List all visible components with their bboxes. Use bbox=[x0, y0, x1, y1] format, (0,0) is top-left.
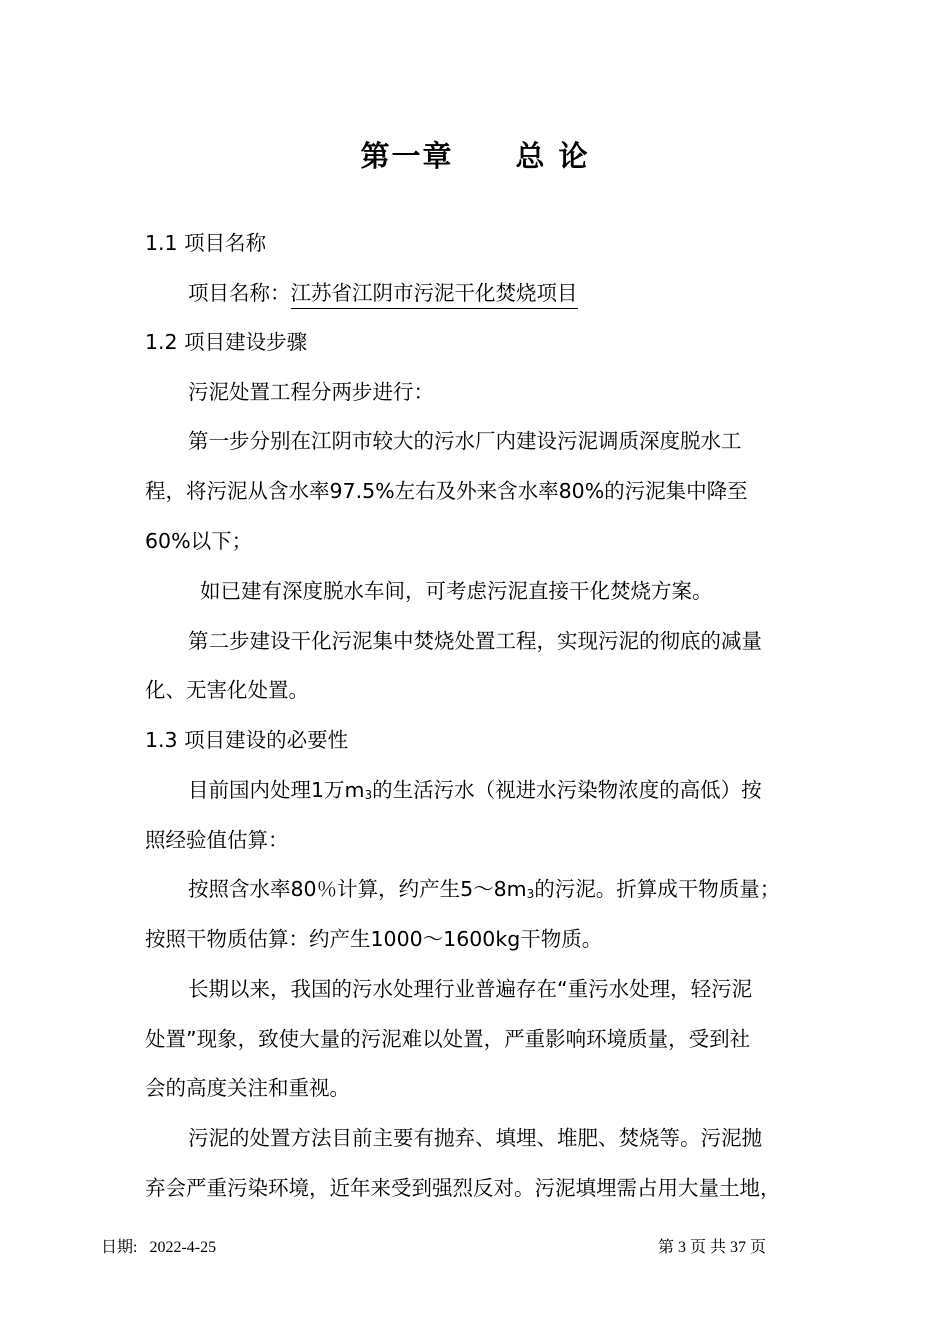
paragraph-line: 长期以来，我国的污水处理行业普遍存在“重污水处理，轻污泥 bbox=[188, 977, 753, 1001]
paragraph-line bbox=[188, 874, 780, 907]
project-name-value: 江苏省江阴市污泥干化焚烧项目 bbox=[291, 281, 578, 309]
paragraph-line: 污泥的处置方法目前主要有抛弃、填埋、堆肥、焚烧等。污泥抛 bbox=[188, 1126, 762, 1150]
paragraph-line: 如已建有深度脱水车间，可考虑污泥直接干化焚烧方案。 bbox=[200, 579, 713, 603]
paragraph-line: 第二步建设干化污泥集中焚烧处置工程，实现污泥的彻底的减量 bbox=[188, 629, 762, 653]
section-1-3-heading: 1.3 项目建设的必要性 bbox=[145, 728, 349, 752]
section-1-2-heading: 1.2 项目建设步骤 bbox=[145, 330, 308, 354]
project-name-label: 项目名称： bbox=[188, 281, 291, 305]
project-name-line bbox=[188, 278, 578, 308]
paragraph-line: 化、无害化处置。 bbox=[145, 678, 309, 702]
text-segment: 目前国内处理1万m bbox=[188, 778, 365, 802]
text-segment: 的生活污水（视进水污染物浓度的高低）按 bbox=[372, 778, 762, 802]
paragraph-line: 处置”现象，致使大量的污泥难以处置，严重影响环境质量，受到社 bbox=[145, 1027, 751, 1051]
chapter-title: 第一章 总 论 bbox=[360, 139, 590, 173]
footer-page-info: 第 3 页 共 37 页 bbox=[658, 1239, 767, 1256]
text-segment: 的污泥。折算成干物质量； bbox=[534, 877, 781, 901]
footer-date bbox=[101, 1236, 216, 1260]
paragraph-line bbox=[188, 775, 762, 808]
paragraph-line: 弃会严重污染环境，近年来受到强烈反对。污泥填埋需占用大量土地， bbox=[145, 1176, 781, 1200]
paragraph-line: 按照干物质估算：约产生1000～1600kg干物质。 bbox=[145, 927, 603, 951]
subscript: 3 bbox=[526, 887, 535, 901]
footer-date-value: 2022-4-25 bbox=[149, 1239, 217, 1256]
footer-date-label: 日期: bbox=[101, 1239, 138, 1256]
paragraph-line: 程，将污泥从含水率97.5%左右及外来含水率80%的污泥集中降至 bbox=[145, 479, 748, 503]
paragraph-line: 第一步分别在江阴市较大的污水厂内建设污泥调质深度脱水工 bbox=[188, 429, 742, 453]
text-segment: 按照含水率80％计算，约产生5～8m bbox=[188, 877, 527, 901]
paragraph-line: 照经验值估算： bbox=[145, 828, 289, 852]
paragraph-line: 污泥处置工程分两步进行： bbox=[188, 380, 434, 404]
section-1-1-heading: 1.1 项目名称 bbox=[145, 231, 267, 255]
paragraph-line: 会的高度关注和重视。 bbox=[145, 1076, 350, 1100]
paragraph-line: 60%以下； bbox=[145, 529, 253, 553]
subscript: 3 bbox=[364, 788, 373, 802]
